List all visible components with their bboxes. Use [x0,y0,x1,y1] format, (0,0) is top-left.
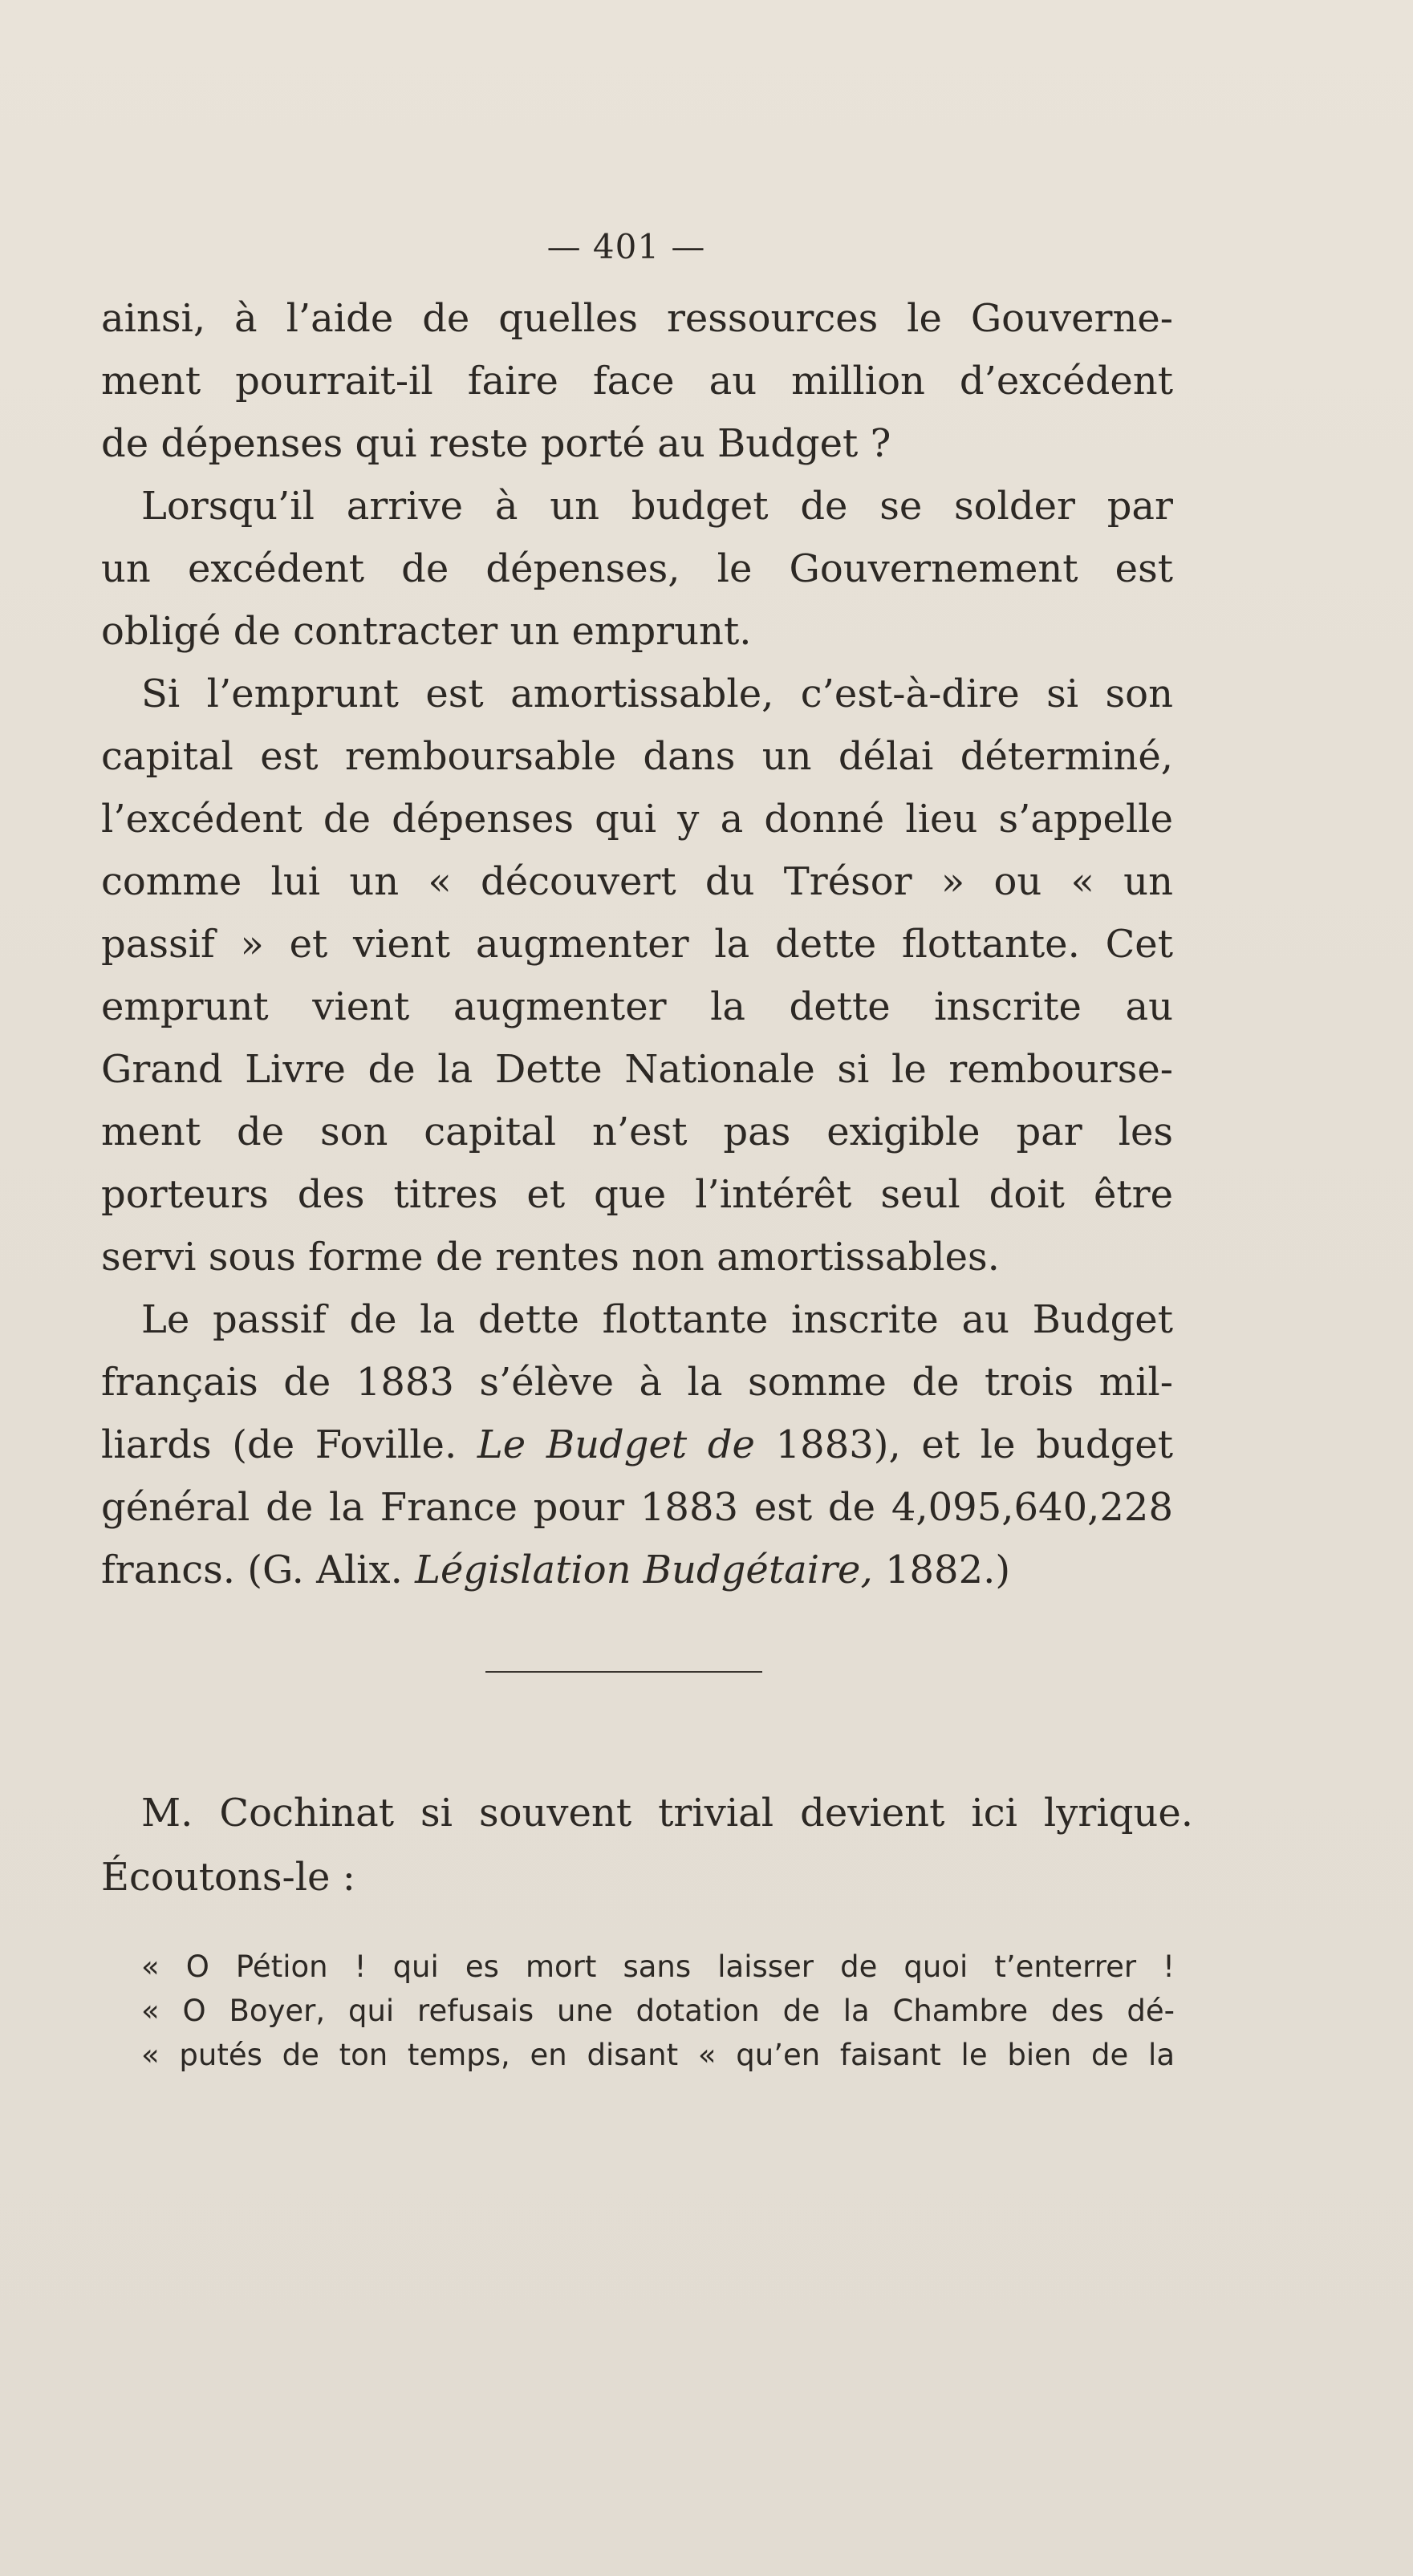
text-line: un excédent de dépenses, le Gouvernement est [101,546,1173,591]
quote-line: « O Boyer, qui refusais une dotation de la Chambre des dé- [141,1994,1175,2028]
text-line: porteurs des titres et que l’intérêt seul doit être [101,1172,1173,1217]
main-text [101,287,1173,1601]
quote-line: « O Pétion ! qui es mort sans laisser de quoi t’enterrer ! [141,1949,1175,1984]
text-line: obligé de contracter un emprunt. [101,609,752,654]
quote-line: « putés de ton temps, en disant « qu’en faisant le bien de la [141,2038,1175,2072]
text-line: ainsi, à l’aide de quelles ressources le Gouverne- [101,296,1173,341]
text-line: Grand Livre de la Dette Nationale si le rembourse- [101,1047,1173,1092]
page-number: — 401 — [546,227,706,266]
text-line: emprunt vient augmenter la dette inscrite au [101,984,1173,1029]
text-line: Le passif de la dette flottante inscrite au Budget [141,1297,1173,1342]
alix-pre: francs. (G. Alix. [101,1548,416,1592]
section-rule [485,1671,762,1673]
text-line: Si l’emprunt est amortissable, c’est-à-dire si son [141,671,1173,716]
text-line: capital est remboursable dans un délai déterminé, [101,734,1173,779]
text-line-alix [101,1539,1173,1601]
text-line: passif » et vient augmenter la dette flottante. Cet [101,922,1173,967]
text-line: M. Cochinat si souvent trivial devient ici lyrique. [141,1791,1193,1836]
foville-pre: liards (de Foville. [101,1422,477,1467]
alix-title: Législation Budgétaire, [415,1548,873,1592]
quote-block [101,1945,1175,2077]
text-line: ment pourrait-il faire face au million d’excédent [101,359,1173,404]
cochinat-paragraph [101,1781,1193,1909]
text-line: servi sous forme de rentes non amortissables. [101,1235,1000,1280]
text-line: Écoutons-le : [101,1855,355,1900]
text-line: comme lui un « découvert du Trésor » ou « un [101,859,1173,904]
text-line: Lorsqu’il arrive à un budget de se solder par [141,484,1173,529]
text-line-foville [101,1414,1173,1476]
text-line: français de 1883 s’élève à la somme de trois mil- [101,1360,1173,1405]
foville-title: Le Budget de [477,1422,755,1467]
foville-post: 1883), et le budget [754,1422,1174,1467]
text-line: général de la France pour 1883 est de 4,095,640,228 [101,1485,1173,1530]
text-line: l’excédent de dépenses qui y a donné lieu s’appelle [101,797,1173,842]
alix-post: 1882.) [872,1548,1011,1592]
text-line: ment de son capital n’est pas exigible par les [101,1110,1173,1154]
text-line: de dépenses qui reste porté au Budget ? [101,421,891,466]
